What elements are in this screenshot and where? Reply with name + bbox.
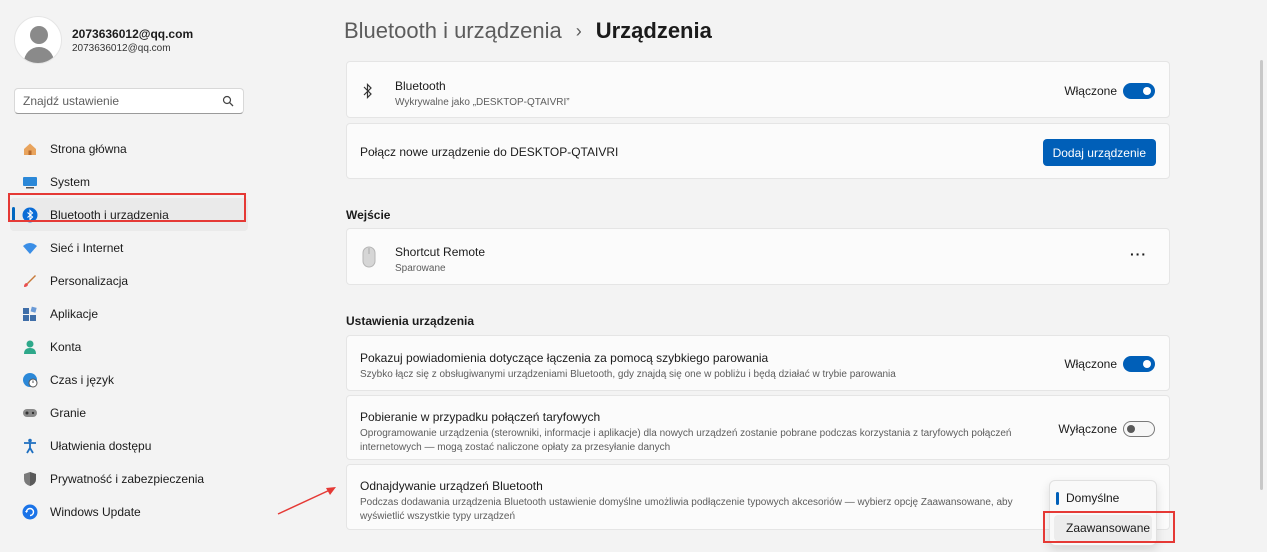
metered-subtitle: Oprogramowanie urządzenia (sterowniki, informacje i aplikacje) dla nowych urządzeń zostanie pobrane podczas korzystania z taryfowych połączeń internetowych — mogą zostać naliczone opłaty za przesyłanie danych [360,428,1012,453]
bluetooth-subtitle: Wykrywalne jako „DESKTOP-QTAIVRI” [395,97,570,108]
sidebar-item-time-language[interactable] [10,363,248,396]
search-placeholder: Znajdź ustawienie [23,94,120,108]
annotation-arrow-icon [276,484,340,518]
discovery-title: Odnajdywanie urządzeń Bluetooth [360,479,543,493]
sidebar-item-label: System [50,174,91,189]
swift-pair-title: Pokazuj powiadomienia dotyczące łączenia za pomocą szybkiego parowania [360,351,769,365]
shield-icon [22,471,38,487]
mouse-icon [361,246,377,273]
breadcrumb-current: Urządzenia [595,18,712,43]
metered-card [346,395,1170,460]
gamepad-icon [22,405,38,421]
section-device-settings-label: Ustawienia urządzenia [346,314,475,328]
metered-toggle[interactable] [1123,421,1155,437]
apps-icon [22,306,38,322]
bluetooth-icon [361,82,375,105]
user-profile[interactable] [14,16,193,64]
sidebar-item-label: Konta [50,339,82,354]
sidebar [0,0,258,552]
sidebar-item-label: Prywatność i zabezpieczenia [50,471,205,486]
swift-pair-state: Włączone [1064,357,1117,371]
add-device-card [346,123,1170,179]
bluetooth-state: Włączone [1064,84,1117,98]
wifi-icon [22,240,38,256]
sidebar-item-label: Strona główna [50,141,127,156]
bluetooth-title: Bluetooth [395,79,446,93]
swift-pair-subtitle: Szybko łącz się z obsługiwanymi urządzeniami Bluetooth, gdy znajdą się one w pobliżu i będą działać w trybie parowania [360,369,896,380]
search-input[interactable] [14,88,244,114]
scrollbar[interactable] [1260,60,1263,490]
device-card[interactable] [346,228,1170,285]
sidebar-item-label: Czas i język [50,372,115,387]
sidebar-item-apps[interactable] [10,297,248,330]
bluetooth-card [346,61,1170,118]
accessibility-icon [22,438,38,454]
update-icon [22,504,38,520]
add-device-button[interactable]: Dodaj urządzenie [1043,139,1156,166]
sidebar-item-label: Bluetooth i urządzenia [50,207,169,222]
metered-title: Pobieranie w przypadku połączeń taryfowych [360,410,601,424]
annotation-box-bluetooth [8,193,246,222]
sidebar-item-label: Windows Update [50,504,141,519]
home-icon [22,141,38,157]
sidebar-item-privacy[interactable] [10,462,248,495]
device-name: Shortcut Remote [395,245,486,259]
sidebar-item-label: Granie [50,405,87,420]
sidebar-item-label: Ułatwienia dostępu [50,438,152,453]
sidebar-item-label: Personalizacja [50,273,129,288]
user-name: 2073636012@qq.com [72,26,194,41]
user-email: 2073636012@qq.com [72,42,171,54]
metered-state: Wyłączone [1058,422,1117,436]
dropdown-option-advanced[interactable]: Zaawansowane [1054,515,1152,541]
sidebar-item-network[interactable] [10,231,248,264]
sidebar-item-label: Sieć i Internet [50,240,124,255]
sidebar-item-label: Aplikacje [50,306,99,321]
section-input-label: Wejście [346,208,391,222]
page-title [344,18,712,44]
search-icon[interactable] [222,95,234,107]
sidebar-item-personalization[interactable] [10,264,248,297]
globe-icon [22,372,38,388]
add-device-text: Połącz nowe urządzenie do DESKTOP-QTAIVRI [360,145,619,159]
sidebar-item-gaming[interactable] [10,396,248,429]
sidebar-item-windows-update[interactable] [10,495,248,528]
annotation-box-advanced [1043,511,1175,543]
sidebar-item-accounts[interactable] [10,330,248,363]
bluetooth-toggle[interactable] [1123,83,1155,99]
swift-pair-card [346,335,1170,391]
system-icon [22,174,38,190]
sidebar-nav [10,132,248,528]
swift-pair-toggle[interactable] [1123,356,1155,372]
breadcrumb-parent[interactable]: Bluetooth i urządzenia [344,18,562,43]
account-icon [22,339,38,355]
sidebar-item-accessibility[interactable] [10,429,248,462]
more-options-button[interactable]: ··· [1130,246,1147,262]
brush-icon [22,273,38,289]
avatar [14,16,62,64]
discovery-subtitle: Podczas dodawania urządzenia Bluetooth ustawienie domyślne umożliwia podłączenie typowych akcesoriów — wybierz opcję Zaawansowane, aby wyświetlić wszystkie typy urządzeń [360,497,1013,522]
device-status: Sparowane [395,263,446,274]
dropdown-option-default[interactable]: Domyślne [1054,485,1152,511]
breadcrumb-separator: › [575,20,582,41]
sidebar-item-home[interactable] [10,132,248,165]
